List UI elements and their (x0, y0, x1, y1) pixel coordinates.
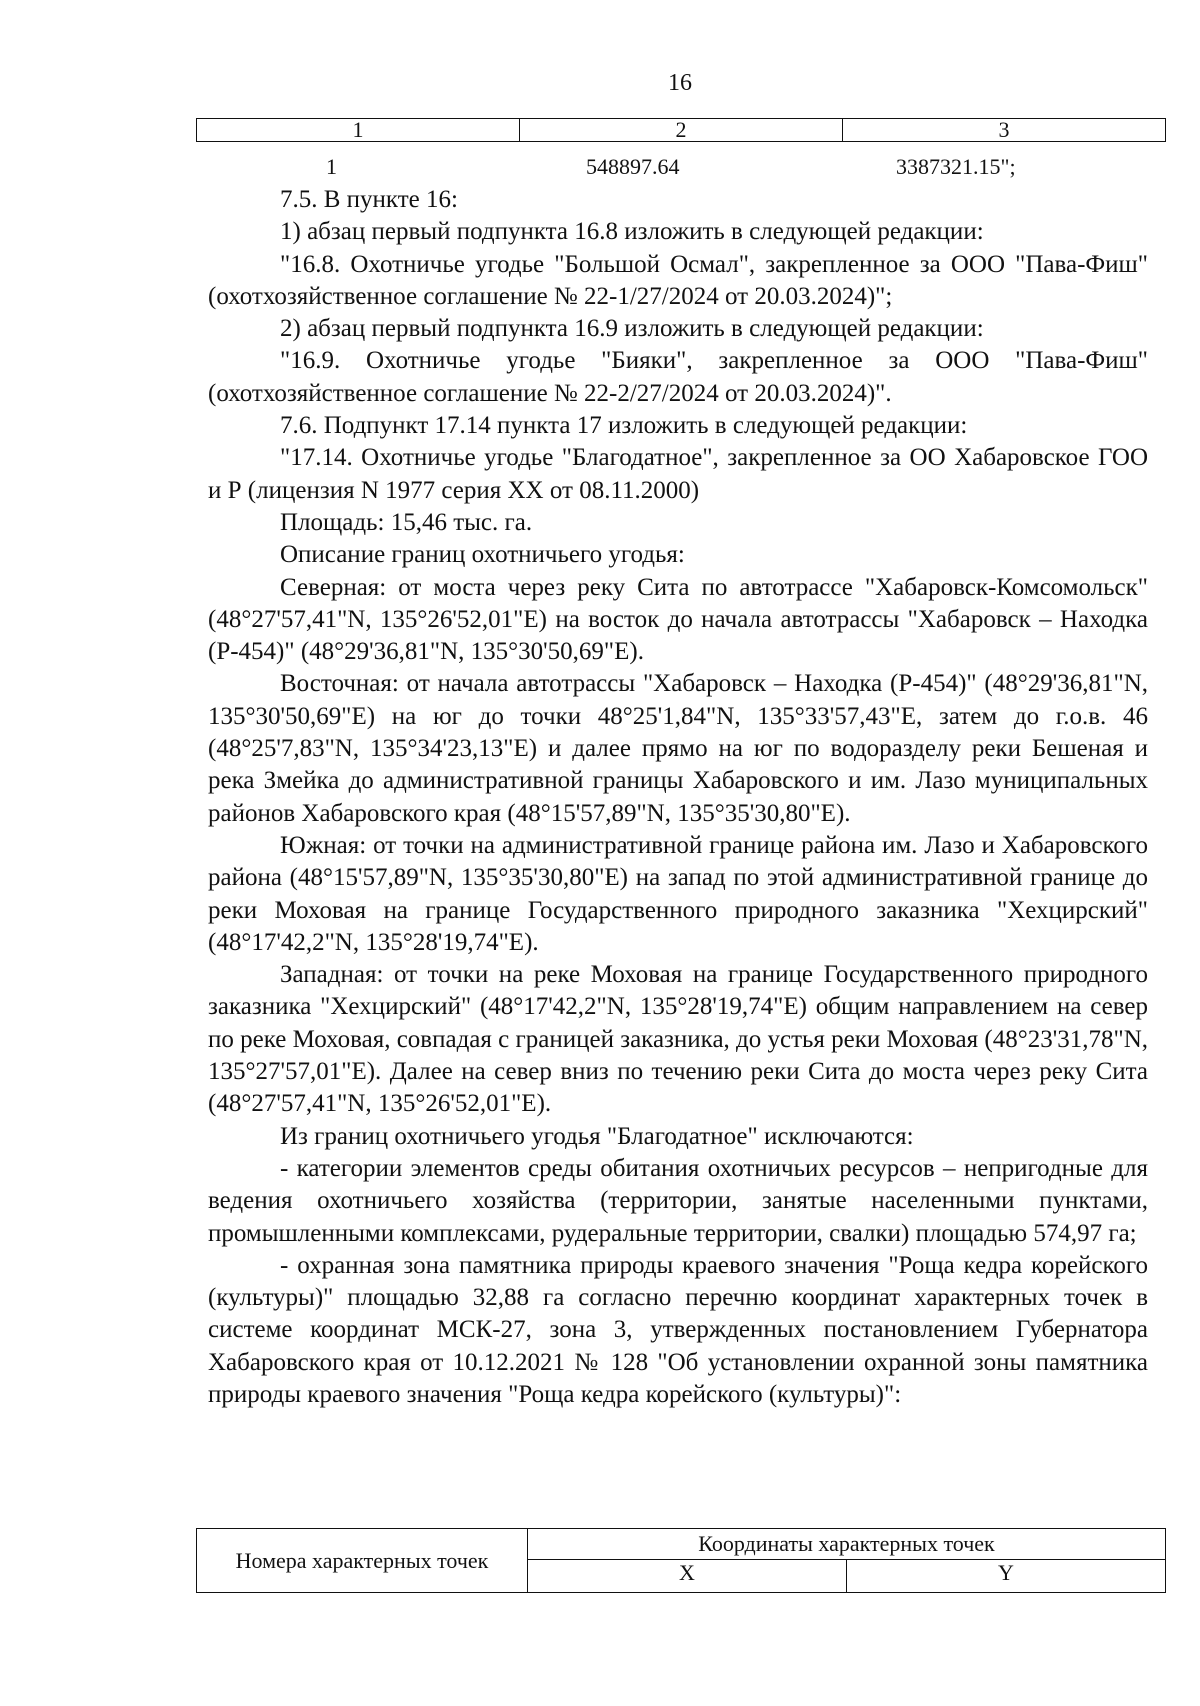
document-body (208, 184, 1148, 1411)
paragraph: "16.8. Охотничье угодье "Большой Осмал", закрепленное за ООО "Пава-Фиш" (охотхозяйственное соглашение № 22-1/27/2024 от 20.03.2024)"; (208, 250, 1148, 310)
col-point-numbers-header: Номера характерных точек (197, 1529, 528, 1593)
paragraph: Из границ охотничьего угодья "Благодатное" исключаются: (280, 1122, 914, 1150)
top-table-row (196, 154, 1166, 182)
top-table-header (196, 118, 1166, 142)
coordinates-group-header: Координаты характерных точек (528, 1529, 1166, 1560)
paragraph: 1) абзац первый подпункта 16.8 изложить в следующей редакции: (280, 218, 984, 246)
paragraph: "16.9. Охотничье угодье "Бияки", закрепленное за ООО "Пава-Фиш" (охотхозяйственное соглашение № 22-2/27/2024 от 20.03.2024)". (208, 347, 1148, 407)
header-col-3: 3 (843, 119, 1166, 142)
paragraph: Восточная: от начала автотрассы "Хабаровск – Находка (Р-454)" (48°29'36,81"N, 135°30'50,69"E) на юг до точки 48°25'1,84"N, 135°33'57,43"E, затем до г.о.в. 46 (48°25'7,83"N, 135°34'23,13"E) и далее прямо на юг по водоразделу реки Бешеная и река Змейка до административной границы Хабаровского и им. Лазо муниципальных районов Хабаровского края (48°15'57,89"N, 135°35'30,80"E). (208, 670, 1148, 827)
cell-x: 548897.64 (586, 154, 680, 179)
cell-y: 3387321.15"; (896, 154, 1016, 179)
paragraph: - категории элементов среды обитания охотничьих ресурсов – непригодные для ведения охотничьего хозяйства (территории, занятые населенными пунктами, промышленными комплексами, рудеральные территории, свалки) площадью 574,97 га; (208, 1154, 1148, 1247)
col-y-header: Y (847, 1560, 1166, 1593)
paragraph: Площадь: 15,46 тыс. га. (280, 508, 533, 536)
col-x-header: X (528, 1560, 847, 1593)
paragraph: "17.14. Охотничье угодье "Благодатное", закрепленное за ОО Хабаровское ГОО и Р (лицензия N 1977 серия XX от 08.11.2000) (208, 444, 1148, 504)
header-col-1: 1 (197, 119, 520, 142)
paragraph: Описание границ охотничьего угодья: (280, 541, 685, 569)
header-col-2: 2 (520, 119, 843, 142)
coordinates-table (196, 1528, 1166, 1593)
paragraph: - охранная зона памятника природы краевого значения "Роща кедра корейского (культуры)" площадью 32,88 га согласно перечню координат характерных точек в системе координат МСК-27, зона 3, утвержденных постановлением Губернатора Хабаровского края от 10.12.2021 № 128 "Об установлении охранной зоны памятника природы краевого значения "Роща кедра корейского (культуры)": (208, 1251, 1148, 1408)
cell-point: 1 (326, 154, 337, 179)
page-number: 16 (668, 70, 692, 96)
paragraph: 7.5. В пункте 16: (280, 186, 458, 213)
paragraph: 2) абзац первый подпункта 16.9 изложить в следующей редакции: (280, 315, 984, 343)
paragraph: Западная: от точки на реке Моховая на границе Государственного природного заказника "Хехцирский" (48°17'42,2"N, 135°28'19,74"E) общим направлением на север по реке Моховая, совпадая с границей заказника, до устья реки Моховая (48°23'31,78"N, 135°27'57,01"E). Далее на север вниз по течению реки Сита до моста через реку Сита (48°27'57,41"N, 135°26'52,01"E). (208, 961, 1148, 1118)
paragraph: 7.6. Подпункт 17.14 пункта 17 изложить в следующей редакции: (280, 412, 968, 440)
paragraph: Северная: от моста через реку Сита по автотрассе "Хабаровск-Комсомольск" (48°27'57,41"N, 135°26'52,01"E) на восток до начала автотрассы "Хабаровск – Находка (Р-454)" (48°29'36,81"N, 135°30'50,69"E). (208, 573, 1148, 666)
paragraph: Южная: от точки на административной границе района им. Лазо и Хабаровского района (48°15'57,89"N, 135°35'30,80"E) на запад по этой административной границе до реки Моховая на границе Государственного природного заказника "Хехцирский" (48°17'42,2"N, 135°28'19,74"E). (208, 831, 1148, 956)
